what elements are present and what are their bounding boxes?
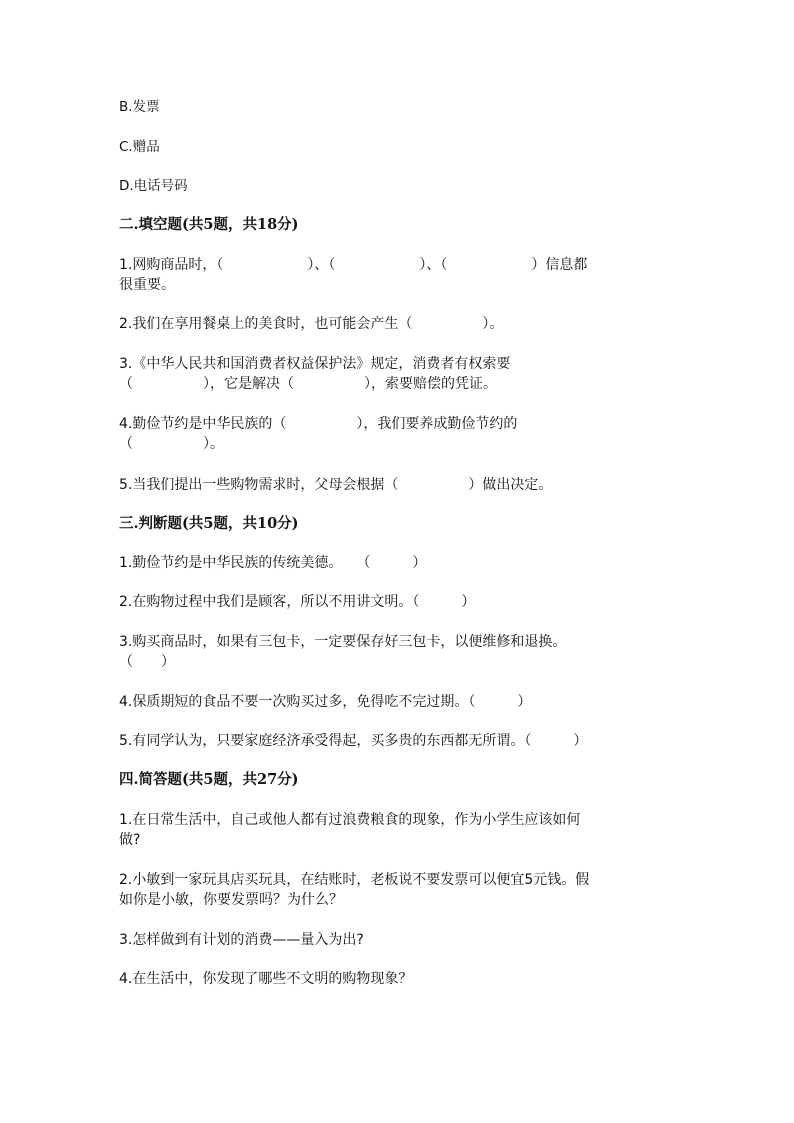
fill-q1-line2: 很重要。 bbox=[119, 277, 175, 293]
fill-q3-line1: 3.《中华人民共和国消费者权益保护法》规定，消费者有权索要 bbox=[119, 356, 511, 372]
section-2-title: 二.填空题(共5题，共18分) bbox=[119, 216, 299, 233]
section-3-title: 三.判断题(共5题，共10分) bbox=[119, 515, 299, 532]
fill-q4-line1: 4.勤俭节约是中华民族的（ ），我们要养成勤俭节约的 bbox=[119, 416, 518, 432]
judge-q1: 1.勤俭节约是中华民族的传统美德。 （ ） bbox=[119, 555, 427, 571]
judge-q5: 5.有同学认为，只要家庭经济承受得起，买多贵的东西都无所谓。（ ） bbox=[119, 733, 588, 749]
option-b: B.发票 bbox=[119, 99, 160, 115]
fill-q2: 2.我们在享用餐桌上的美食时，也可能会产生（ ）。 bbox=[119, 316, 504, 332]
short-q1-line2: 做? bbox=[119, 832, 141, 848]
short-q3: 3.怎样做到有计划的消费——量入为出? bbox=[119, 932, 364, 948]
judge-q3-line1: 3.购买商品时，如果有三包卡，一定要保存好三包卡，以便维修和退换。 bbox=[119, 634, 567, 650]
short-q2-line1: 2.小敏到一家玩具店买玩具，在结账时，老板说不要发票可以便宜5元钱。假 bbox=[119, 872, 590, 888]
judge-q2: 2.在购物过程中我们是顾客，所以不用讲文明。（ ） bbox=[119, 594, 476, 610]
fill-q4-line2: （ ）。 bbox=[119, 436, 224, 452]
short-q4: 4.在生活中，你发现了哪些不文明的购物现象？ bbox=[119, 971, 413, 987]
fill-q1-line1: 1.网购商品时，（ ）、（ ）、（ ）信息都 bbox=[119, 257, 588, 273]
fill-q5: 5.当我们提出一些购物需求时，父母会根据（ ）做出决定。 bbox=[119, 477, 553, 493]
judge-q3-line2: （ ） bbox=[119, 654, 175, 670]
option-c: C.赠品 bbox=[119, 139, 160, 155]
option-d: D.电话号码 bbox=[119, 178, 188, 194]
fill-q3-line2: （ ），它是解决（ ），索要赔偿的凭证。 bbox=[119, 376, 497, 392]
short-q2-line2: 如你是小敏，你要发票吗？为什么？ bbox=[119, 892, 343, 908]
section-4-title: 四.简答题(共5题，共27分) bbox=[119, 771, 299, 788]
judge-q4: 4.保质期短的食品不要一次购买过多，免得吃不完过期。（ ） bbox=[119, 694, 532, 710]
short-q1-line1: 1.在日常生活中，自己或他人都有过浪费粮食的现象，作为小学生应该如何 bbox=[119, 812, 581, 828]
